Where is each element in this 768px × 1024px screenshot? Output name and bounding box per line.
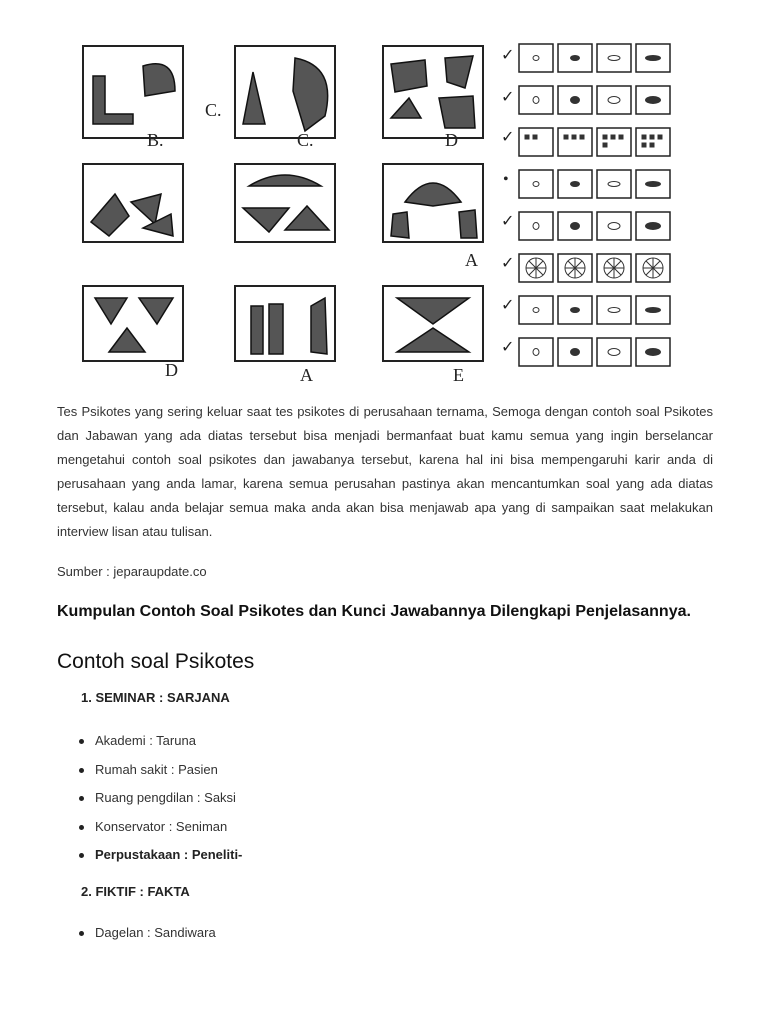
answer-box: [519, 170, 553, 198]
shape-piece: [391, 212, 409, 238]
question-1-options: [57, 727, 713, 870]
shape-piece: [93, 76, 133, 124]
section-subheading: Kumpulan Contoh Soal Psikotes dan Kunci Jawabannya Dilengkapi Penjelasannya.: [57, 603, 691, 620]
answer-symbol: [646, 349, 661, 356]
panel-label: C.: [297, 130, 314, 150]
shape-piece: [95, 298, 127, 324]
shape-piece: [391, 60, 427, 92]
list-item: Akademi : Taruna: [79, 727, 713, 756]
answer-symbol: [571, 97, 580, 104]
answer-dot: [525, 135, 529, 139]
answer-symbol: [571, 349, 580, 356]
answer-box: [597, 86, 631, 114]
shape-piece: [285, 206, 329, 230]
list-item: Perpustakaan : Peneliti-: [79, 841, 713, 870]
question-2-label: 2. FIKTIF : FAKTA: [81, 883, 190, 899]
answer-grid: [519, 44, 670, 366]
answer-box: [597, 128, 631, 156]
answer-dot: [650, 135, 654, 139]
answer-box: [597, 296, 631, 324]
answer-dot: [603, 135, 607, 139]
shape-piece: [139, 298, 173, 324]
shape-piece: [293, 58, 328, 131]
answer-symbol: [533, 97, 539, 104]
check-mark: ✓: [501, 129, 515, 146]
answer-symbol: [608, 56, 620, 61]
panel-label: B.: [147, 130, 164, 150]
answer-dot: [572, 135, 576, 139]
answer-box: [597, 338, 631, 366]
answer-dot: [611, 135, 615, 139]
shape-piece: [91, 194, 129, 236]
answer-symbol: [533, 308, 539, 313]
panel-label: C.: [205, 100, 222, 120]
answer-symbol: [533, 223, 539, 230]
answer-dot: [619, 135, 623, 139]
answer-box: [519, 212, 553, 240]
answer-box: [519, 338, 553, 366]
answer-dot: [533, 135, 537, 139]
section-heading: Contoh soal Psikotes: [57, 650, 255, 673]
shape-piece: [405, 183, 461, 206]
shape-piece: [143, 64, 175, 96]
list-item: Konservator : Seniman: [79, 813, 713, 842]
answer-box: [519, 128, 553, 156]
shape-piece: [251, 306, 263, 354]
check-mark: ✓: [501, 255, 515, 272]
list-item: Rumah sakit : Pasien: [79, 756, 713, 785]
shape-piece: [269, 304, 283, 354]
answer-symbol: [533, 56, 539, 61]
shape-piece: [243, 72, 265, 124]
psikotes-figure-image: [75, 36, 715, 386]
answer-box: [558, 128, 592, 156]
answer-box: [597, 44, 631, 72]
answer-box: [519, 86, 553, 114]
shape-piece: [249, 175, 321, 186]
answer-symbol: [646, 308, 661, 313]
list-item: Ruang pengdilan : Saksi: [79, 784, 713, 813]
shape-piece: [397, 328, 469, 352]
answer-symbol: [646, 182, 661, 187]
answer-symbol: [608, 97, 620, 104]
shape-piece: [243, 208, 289, 232]
answer-box: [636, 128, 670, 156]
answer-symbol: [571, 308, 580, 313]
answer-box: [597, 212, 631, 240]
answer-symbol: [608, 308, 620, 313]
shape-piece: [391, 98, 421, 118]
shape-piece: [397, 298, 469, 324]
panel-label: D: [165, 360, 178, 380]
check-mark: ✓: [501, 297, 515, 314]
answer-symbol: [571, 182, 580, 187]
answer-symbol: [608, 223, 620, 230]
answer-symbol: [571, 223, 580, 230]
shape-piece: [311, 298, 327, 354]
question-2-options: [57, 919, 713, 948]
shape-piece: [131, 194, 161, 224]
answer-dot: [564, 135, 568, 139]
panel-label: E: [453, 365, 464, 385]
answer-dot: [603, 143, 607, 147]
answer-dot: [642, 135, 646, 139]
answer-symbol: [571, 56, 580, 61]
figure-drawing: [75, 36, 715, 386]
article-content: [57, 400, 713, 947]
panel-label: D: [445, 130, 458, 150]
answer-symbol: [646, 56, 661, 61]
answer-box: [519, 44, 553, 72]
answer-symbol: [533, 182, 539, 187]
check-marks: [501, 47, 514, 356]
shape-piece: [445, 56, 473, 88]
list-item: Dagelan : Sandiwara: [79, 919, 713, 948]
answer-dot: [642, 143, 646, 147]
shape-piece: [459, 210, 477, 238]
check-mark: ✓: [501, 47, 515, 64]
answer-box: [597, 170, 631, 198]
answer-symbol: [608, 349, 620, 356]
check-mark: •: [503, 171, 509, 188]
article-paragraph: Tes Psikotes yang sering keluar saat tes psikotes di perusahaan ternama, Semoga dengan contoh soal Psikotes dan Jabawan yang ada diatas tersebut bisa menjadi bermanfaat buat kamu semua yang ingin berselancar mengetahui contoh soal psikotes dan jawabanya tersebut, karena hal ini bisa mempengaruhi karir anda di perusahaan yang anda lamar, karena semua perusahan pastinya akan mencantumkan soal yang ada diatas tersebut, kalau anda belajar semua maka anda akan bisa menjawab apa yang di sampaikan saat melakukan interview lisan atau tulisan.: [57, 404, 713, 539]
answer-dot: [580, 135, 584, 139]
answer-symbols: [525, 56, 663, 356]
check-mark: ✓: [501, 339, 515, 356]
panel-label: A: [465, 250, 478, 270]
check-mark: ✓: [501, 213, 515, 230]
shape-piece: [439, 96, 475, 128]
question-1-label: 1. SEMINAR : SARJANA: [81, 690, 230, 705]
source-line: Sumber : jeparaupdate.co: [57, 564, 207, 579]
answer-symbol: [608, 182, 620, 187]
answer-dot: [658, 135, 662, 139]
check-mark: ✓: [501, 89, 515, 106]
answer-dot: [650, 143, 654, 147]
answer-symbol: [646, 97, 661, 104]
answer-symbol: [533, 349, 539, 356]
panel-label: A: [300, 365, 313, 385]
shape-piece: [109, 328, 145, 352]
answer-box: [519, 296, 553, 324]
answer-symbol: [646, 223, 661, 230]
